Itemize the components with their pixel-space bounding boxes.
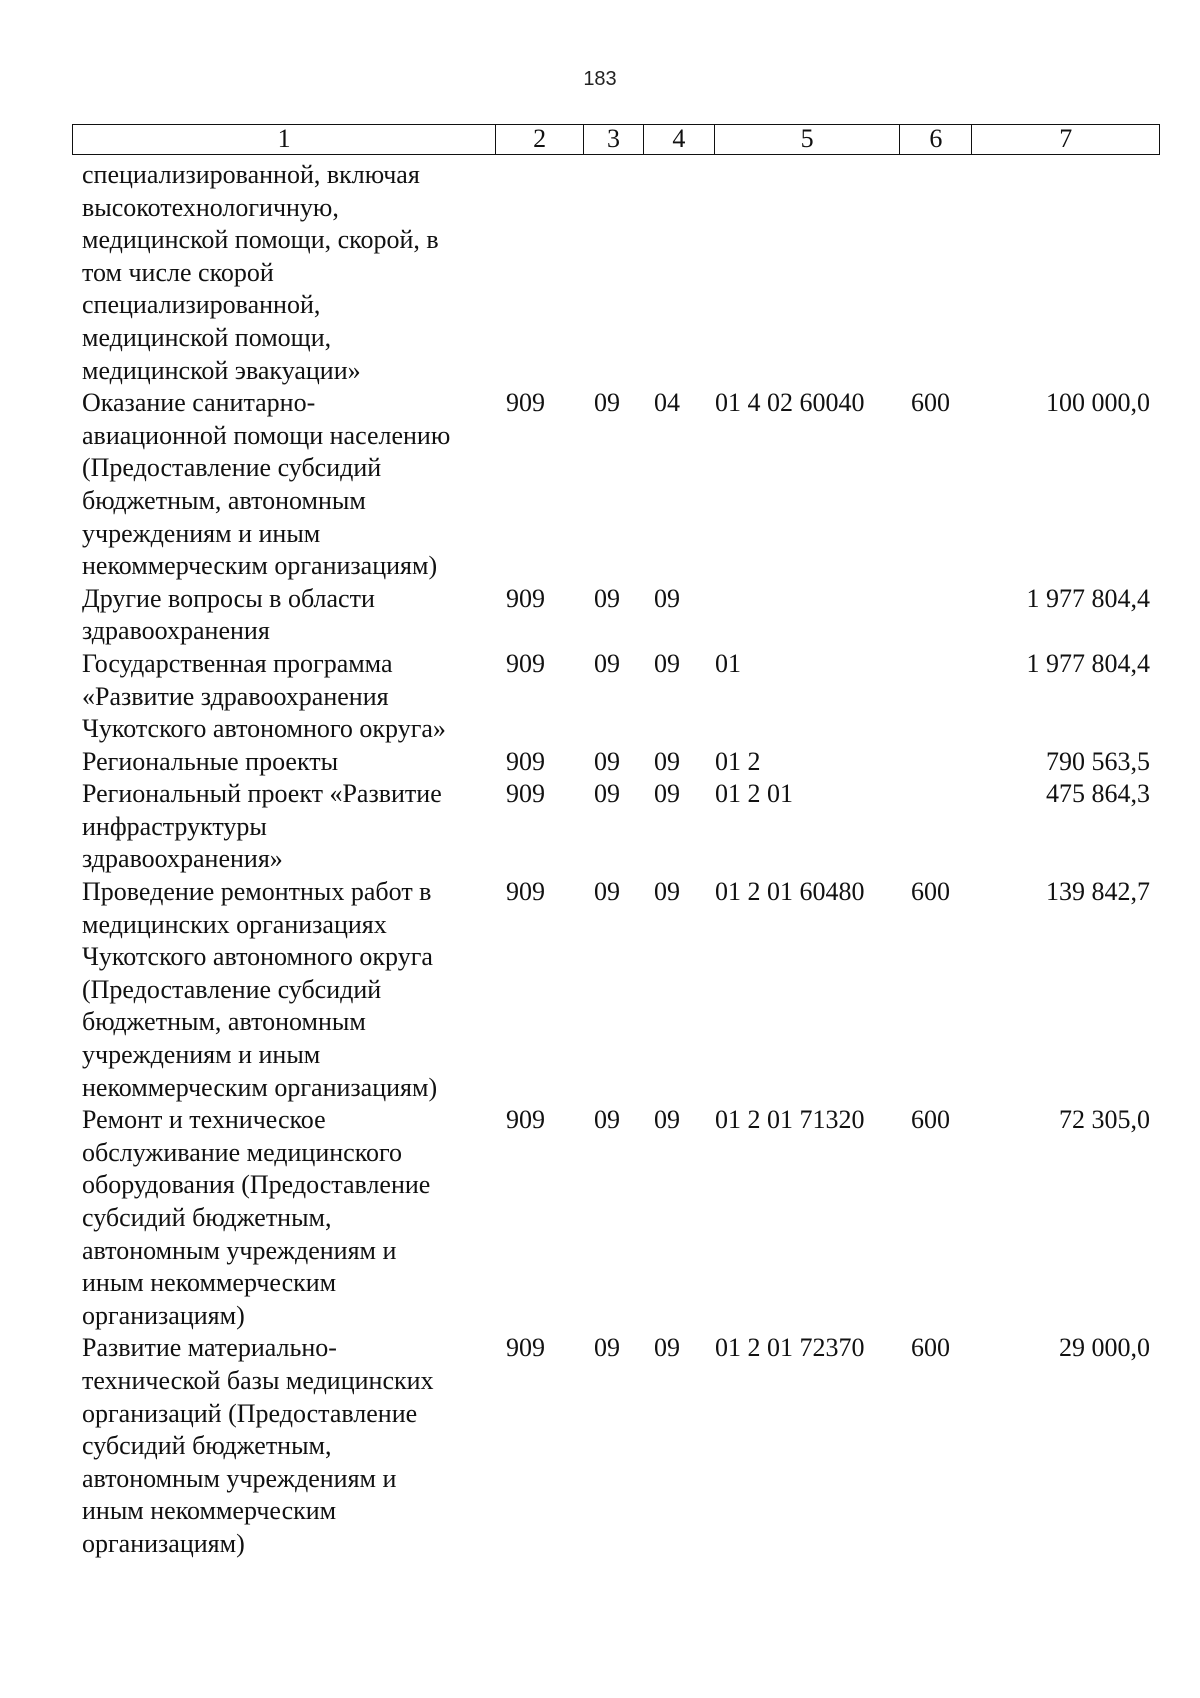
row-col-4: 09 xyxy=(654,648,680,678)
table-row xyxy=(72,746,1160,779)
row-col-7: 790 563,5 xyxy=(1046,746,1150,776)
row-col-7 xyxy=(973,159,1160,387)
header-col-3: 3 xyxy=(584,125,644,154)
row-col-3: 09 xyxy=(594,779,620,809)
row-col-7: 72 305,0 xyxy=(1059,1105,1150,1135)
row-col-6: 600 xyxy=(911,1333,950,1363)
row-col-6 xyxy=(901,159,973,387)
row-col-5: 01 xyxy=(715,648,741,678)
row-name: специализированной, включая высокотехнологичную, медицинской помощи, скорой, в том числе скорой специализированной, медицинской помощи, медицинской эвакуации» xyxy=(82,160,439,385)
row-col-4: 09 xyxy=(654,583,680,613)
row-col-3 xyxy=(584,159,644,387)
row-col-2 xyxy=(496,159,584,387)
row-col-5: 01 2 01 72370 xyxy=(715,1333,865,1363)
row-col-6: 600 xyxy=(911,388,950,418)
row-col-5: 01 2 xyxy=(715,746,761,776)
row-col-4 xyxy=(644,159,715,387)
header-col-7: 7 xyxy=(1059,124,1073,153)
row-name: Проведение ремонтных работ в медицинских организациях Чукотского автономного округа (Предоставление субсидий бюджетным, автономным учреждениям и иным некоммерческим организациям) xyxy=(82,877,438,1102)
row-col-3: 09 xyxy=(594,746,620,776)
row-col-5: 01 4 02 60040 xyxy=(715,388,865,418)
row-col-3: 09 xyxy=(594,388,620,418)
table-row xyxy=(72,1332,1160,1560)
row-name: Региональные проекты xyxy=(82,746,339,776)
row-col-2: 909 xyxy=(506,1333,545,1363)
row-col-4: 09 xyxy=(654,877,680,907)
row-col-5 xyxy=(715,583,901,648)
header-col-6: 6 xyxy=(900,125,972,154)
row-col-7: 29 000,0 xyxy=(1059,1333,1150,1363)
row-col-7: 139 842,7 xyxy=(1046,877,1150,907)
table-row xyxy=(72,778,1160,876)
row-col-7: 1 977 804,4 xyxy=(1026,648,1150,678)
row-col-5: 01 2 01 71320 xyxy=(715,1105,865,1135)
page-number: 183 xyxy=(583,68,617,90)
row-col-4: 09 xyxy=(654,1333,680,1363)
row-col-3: 09 xyxy=(594,1105,620,1135)
table-row xyxy=(72,387,1160,583)
header-col-4: 4 xyxy=(644,125,715,154)
row-col-3: 09 xyxy=(594,1333,620,1363)
row-name: Государственная программа «Развитие здравоохранения Чукотского автономного округа» xyxy=(82,648,446,744)
row-name: Другие вопросы в области здравоохранения xyxy=(82,583,375,646)
row-col-2: 909 xyxy=(506,1105,545,1135)
row-name: Региональный проект «Развитие инфраструктуры здравоохранения» xyxy=(82,779,442,874)
row-col-7: 1 977 804,4 xyxy=(1026,583,1150,613)
header-col-1: 1 xyxy=(73,125,496,154)
row-col-2: 909 xyxy=(506,648,545,678)
table-row xyxy=(72,1104,1160,1332)
row-col-4: 04 xyxy=(654,388,680,418)
header-col-5: 5 xyxy=(715,125,901,154)
table-header xyxy=(72,124,1160,155)
row-col-3: 09 xyxy=(594,583,620,613)
table-row xyxy=(72,876,1160,1104)
row-col-2: 909 xyxy=(506,877,545,907)
row-name: Ремонт и техническое обслуживание медицинского оборудования (Предоставление субсидий бюджетным, автономным учреждениям и иным некоммерческим организациям) xyxy=(82,1105,431,1330)
row-col-6 xyxy=(901,583,973,648)
row-col-2: 909 xyxy=(506,779,545,809)
table-body xyxy=(72,159,1160,1561)
row-col-6: 600 xyxy=(911,877,950,907)
row-col-5: 01 2 01 xyxy=(715,779,793,809)
row-col-6: 600 xyxy=(911,1105,950,1135)
row-col-5: 01 2 01 60480 xyxy=(715,877,865,907)
row-col-6 xyxy=(901,778,973,876)
table-row xyxy=(72,159,1160,387)
row-col-6 xyxy=(901,648,973,746)
row-col-4: 09 xyxy=(654,779,680,809)
row-col-2: 909 xyxy=(506,388,545,418)
row-name: Оказание санитарно- авиационной помощи населению (Предоставление субсидий бюджетным, автономным учреждениям и иным некоммерческим организациям) xyxy=(82,388,451,581)
row-col-7: 475 864,3 xyxy=(1046,779,1150,809)
table-row xyxy=(72,648,1160,746)
row-col-4: 09 xyxy=(654,1105,680,1135)
row-name: Развитие материально- технической базы медицинских организаций (Предоставление субсидий бюджетным, автономным учреждениям и иным некоммерческим организациям) xyxy=(82,1333,434,1558)
row-col-2: 909 xyxy=(506,746,545,776)
row-col-5 xyxy=(715,159,901,387)
table-row xyxy=(72,583,1160,648)
header-col-2: 2 xyxy=(496,125,584,154)
row-col-4: 09 xyxy=(654,746,680,776)
row-col-3: 09 xyxy=(594,877,620,907)
row-col-7: 100 000,0 xyxy=(1046,388,1150,418)
row-col-2: 909 xyxy=(506,583,545,613)
row-col-3: 09 xyxy=(594,648,620,678)
row-col-6 xyxy=(901,746,973,779)
